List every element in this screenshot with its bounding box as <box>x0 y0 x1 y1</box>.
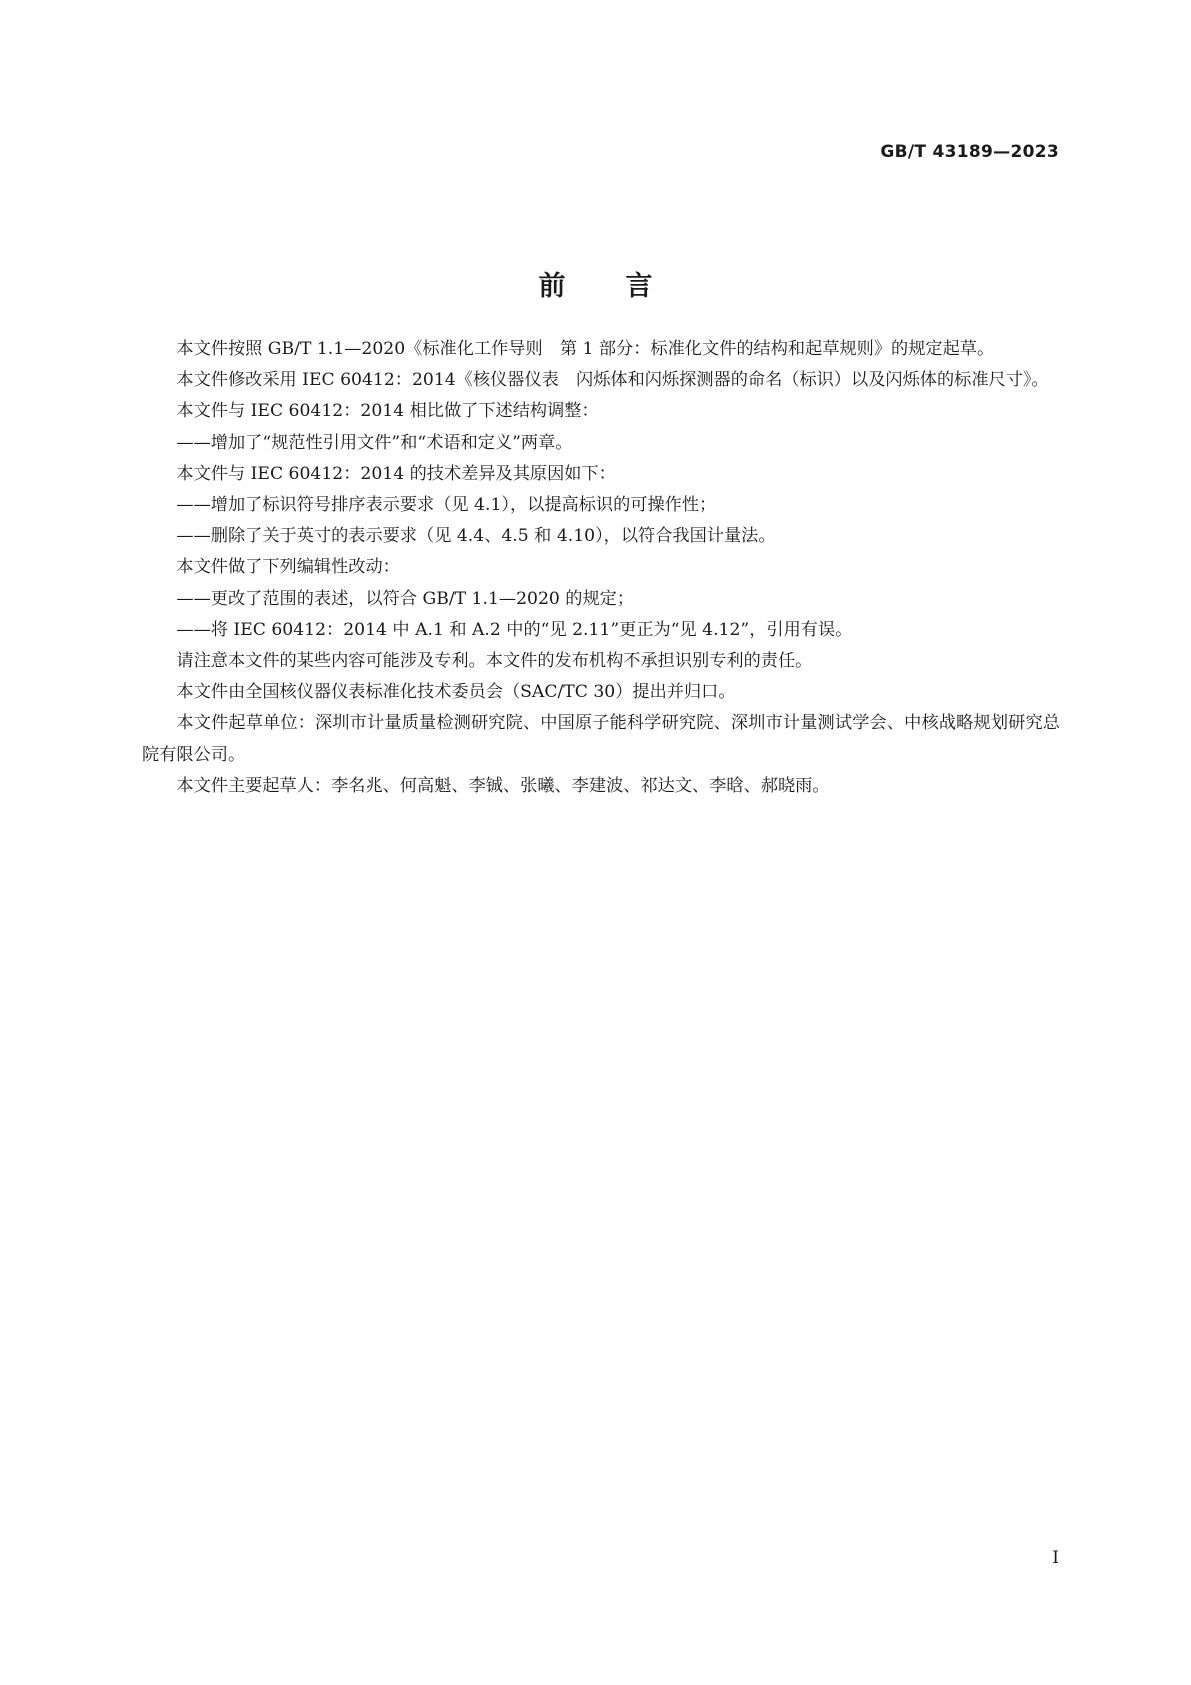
list-item: ——更改了范围的表述，以符合 GB/T 1.1—2020 的规定； <box>176 588 635 609</box>
page-number: I <box>1052 1548 1059 1568</box>
foreword-body <box>142 334 1060 802</box>
paragraph-structure-changes: 本文件与 IEC 60412：2014 相比做了下述结构调整： <box>176 401 599 422</box>
paragraph-drafting-rules: 本文件按照 GB/T 1.1—2020《标准化工作导则 第 1 部分：标准化文件的结构和起草规则》的规定起草。 <box>176 339 995 359</box>
paragraph-proposer: 本文件由全国核仪器仪表标准化技术委员会（SAC/TC 30）提出并归口。 <box>176 682 736 703</box>
list-item: ——将 IEC 60412：2014 中 A.1 和 A.2 中的“见 2.11”更正为“见 4.12”，引用有误。 <box>176 619 853 640</box>
list-item: ——删除了关于英寸的表示要求（见 4.4、4.5 和 4.10），以符合我国计量法。 <box>176 526 776 547</box>
page-title: 前言 <box>538 271 713 303</box>
paragraph-technical-differences: 本文件与 IEC 60412：2014 的技术差异及其原因如下： <box>176 463 616 484</box>
list-item: ——增加了标识符号排序表示要求（见 4.1），以提高标识的可操作性； <box>176 495 717 516</box>
paragraph-drafters: 本文件主要起草人：李名兆、何高魁、李铖、张曦、李建波、祁达文、李晗、郝晓雨。 <box>176 775 830 796</box>
list-item: ——增加了“规范性引用文件”和“术语和定义”两章。 <box>176 432 573 453</box>
paragraph-drafting-units: 本文件起草单位：深圳市计量质量检测研究院、中国原子能科学研究院、深圳市计量测试学会、中核战略规划研究总院有限公司。 <box>142 713 1060 765</box>
paragraph-patent-notice: 请注意本文件的某些内容可能涉及专利。本文件的发布机构不承担识别专利的责任。 <box>176 651 813 672</box>
paragraph-editorial-changes: 本文件做了下列编辑性改动： <box>176 557 400 578</box>
paragraph-adoption: 本文件修改采用 IEC 60412：2014《核仪器仪表 闪烁体和闪烁探测器的命名（标识）以及闪烁体的标准尺寸》。 <box>176 370 1049 391</box>
document-number: GB/T 43189—2023 <box>880 142 1059 162</box>
